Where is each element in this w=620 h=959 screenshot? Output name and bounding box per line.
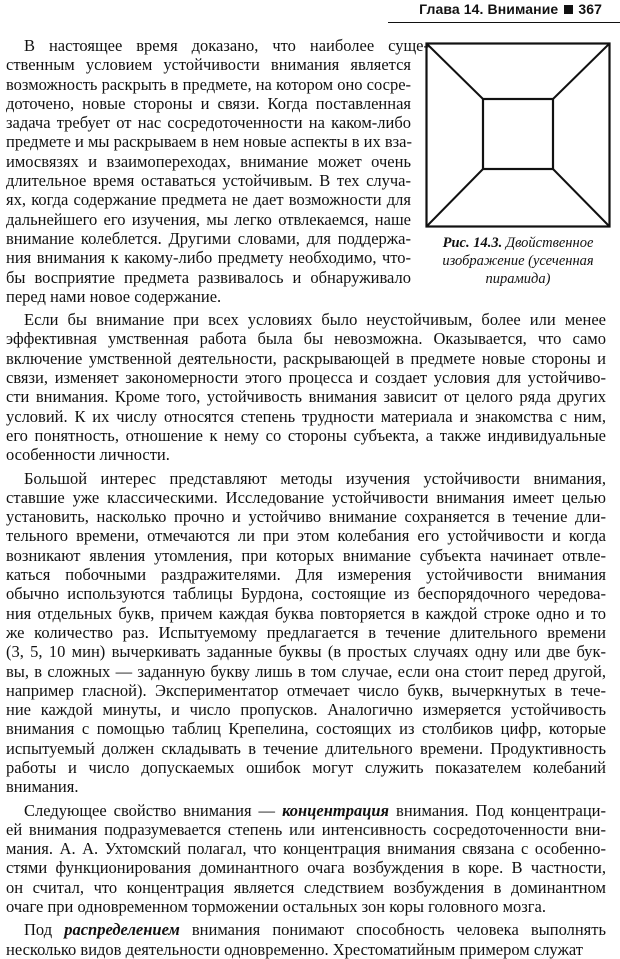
text-line: включение умственной деятельности, раскрывающей в предмете новые стороны и — [6, 348, 606, 368]
text-line: Большой интерес представляют методы изучения устойчивости внимания, — [24, 468, 606, 488]
text-line: доточено, новые стороны и связи. Когда поставленная — [6, 93, 411, 113]
text-line — [6, 801, 606, 820]
text-line — [6, 920, 606, 939]
text-line: ния внимания к какому-либо предмету необходимо, что- — [6, 248, 411, 268]
text-line: дальнейшего его изучения, мы легко отвлекаемся, наше — [6, 209, 411, 229]
text-line: ях, когда содержание предмета не дает возможности для — [6, 190, 411, 210]
paragraph — [6, 801, 606, 917]
text-line: эффективная умственная работа была бы невозможна. Оказывается, что само — [6, 329, 606, 349]
text-line: задача требует от нас сосредоточенности на каком-либо — [6, 113, 411, 133]
text-line: работы и число допускаемых ошибок могут служить показателем колебаний — [6, 757, 606, 777]
header-text — [419, 1, 602, 17]
page-number: 367 — [578, 1, 602, 17]
text-line: тельного времени, отмечаются ли при этом колебания его устойчивости и когда — [6, 526, 606, 546]
text-segment: внимания понимают способность человека выполнять — [179, 920, 606, 940]
emphasized-term: распределением — [64, 920, 180, 940]
text-line: возникают явления утомления, при которых внимание субъекта начинает отвле- — [6, 545, 606, 565]
text-line: несколько видов деятельности одновременно. Хрестоматийным примером служат — [6, 939, 583, 959]
text-line: Если бы внимание при всех условиях было неустойчивым, более или менее — [24, 310, 606, 330]
text-line: он считал, что концентрация является следствием возбуждения в доминантном — [6, 877, 606, 897]
text-line: же количество раз. Испытуемому предлагается в течение длительного времени — [6, 622, 606, 642]
text-line: имосвязях и взаимопереходах, внимание может очень — [6, 151, 411, 171]
paragraph — [6, 310, 606, 464]
text-line: например гласной). Экспериментатор отмечает число букв, вычеркнутых в тече- — [6, 680, 606, 700]
chapter-title: Глава 14. Внимание — [419, 1, 559, 17]
header-rule — [388, 22, 620, 23]
text-line: ния отдельных букв, причем каждая буква повторяется в каждой строке одно и то — [6, 603, 606, 623]
text-line: мания. А. А. Ухтомский полагал, что концентрация внимания связана с особенно- — [6, 839, 606, 859]
text-line: внимание колеблется. Другими словами, для поддержа- — [6, 228, 411, 248]
text-line: обычно используются таблицы Бурдона, состоящие из беспорядочного чередова- — [6, 584, 606, 604]
header-square-marker — [564, 5, 573, 14]
text-line: установить, насколько прочно и устойчиво внимание сохраняется в течение дли- — [6, 507, 606, 527]
text-line: длительное время оставаться устойчивым. В тех случа- — [6, 171, 411, 191]
caption-label: Рис. 14.3. Двойственное — [442, 235, 594, 251]
text-line: особенности личности. — [6, 445, 170, 465]
text-line: В настоящее время доказано, что наиболее суще- — [24, 36, 429, 55]
text-line: перед нами новое содержание. — [6, 286, 222, 306]
paragraph — [6, 920, 606, 959]
body-text — [6, 36, 606, 959]
text-line: условий. К их числу относятся степень трудности материала и знакомства с ним, — [6, 406, 606, 426]
text-line: ставшие уже классическими. Исследование устойчивости внимания имеет целью — [6, 487, 606, 507]
text-line: каться побочными раздражителями. Для измерения устойчивости внимания — [6, 565, 606, 585]
text-line: связи, изменяет закономерности этого процесса и создает условия для устойчиво- — [6, 368, 606, 388]
text-line: стями функционирования доминантного очага возбуждения в коре. В частности, — [6, 858, 606, 878]
caption-line: пирамида) — [485, 271, 551, 287]
text-line: очаге при одновременном торможении остальных зон коры головного мозга. — [6, 897, 546, 917]
running-header — [0, 0, 620, 24]
caption-line: изображение (усеченная — [442, 253, 594, 269]
text-line: вы, в сложных — заданную букву лишь в том случае, если она стоит перед другой, — [6, 661, 606, 681]
text-segment: внимания. Под концентраци- — [389, 800, 606, 820]
text-segment: Следующее свойство внимания — — [24, 800, 283, 820]
paragraph — [6, 469, 606, 797]
text-line: внимания с помощью таблиц Крепелина, состоящих из столбиков цифр, которые — [6, 719, 606, 739]
text-line: предмете и мы раскрываем в нем новые аспекты в их вза- — [6, 132, 412, 152]
text-line: ние каждой минуты, и число пропусков. Аналогично измеряется устойчивость — [6, 700, 606, 720]
text-line: испытуемый должен складывать в течение длительного времени. Продуктивность — [6, 738, 606, 758]
text-line: возможность раскрыть в предмете, на котором оно сосре- — [6, 74, 412, 94]
paragraph — [6, 36, 606, 306]
text-line: ей внимания подразумевается степень или интенсивность сосредоточенности вни- — [6, 819, 606, 839]
text-line: его понятность, отношение к нему со стороны субъекта, а также индивидуальные — [6, 425, 606, 445]
text-line: (3, 5, 10 мин) вычеркивать заданные буквы (в простых случаях одну или две бук- — [6, 642, 606, 662]
text-line: внимания. — [6, 777, 79, 797]
emphasized-term: концентрация — [282, 800, 390, 820]
text-line: ственным условием устойчивости внимания является — [6, 55, 411, 75]
text-line: сти внимания. Кроме того, устойчивость внимания зависит от целого ряда других — [6, 387, 606, 407]
text-segment: Под — [24, 920, 65, 940]
text-line: бы восприятие предмета развивалось и обнаруживало — [6, 267, 411, 287]
